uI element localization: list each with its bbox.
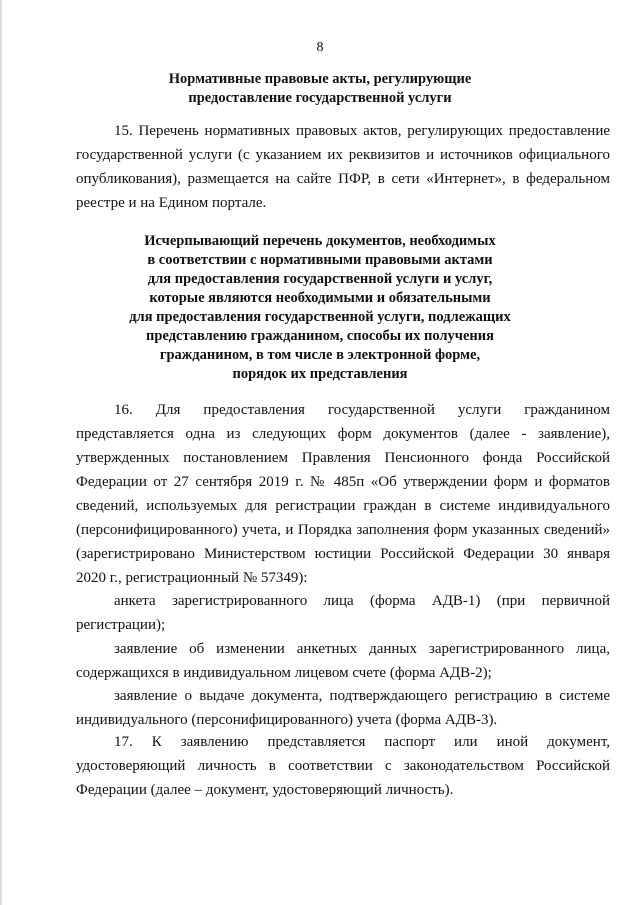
paragraph-line: Федерации от 27 сентября 2019 г. № 485п «Об утверждении форм и форматов [76,474,610,490]
heading-line: в соответствии с нормативными правовыми актами [147,252,493,268]
paragraph-16 [76,398,610,590]
paragraph-15 [76,119,610,215]
paragraph-line: государственной услуги (с указанием их реквизитов и источников официального [76,147,610,163]
heading-line: для предоставления государственной услуги и услуг, [147,271,493,287]
heading-line: Нормативные правовые акты, регулирующие [168,71,472,87]
paragraph-line: 16. Для предоставления государственной услуги гражданином [114,402,610,418]
paragraph-line: удостоверяющий личность в соответствии с законодательством Российской [76,758,610,774]
paragraph-line: (зарегистрировано Министерством юстиции Российской Федерации 30 января [76,546,610,562]
list-item [76,684,610,732]
heading-line: которые являются необходимыми и обязательными [149,290,491,306]
paragraph-line: утвержденных постановлением Правления Пенсионного фонда Российской [76,450,610,466]
page-number: 8 [316,40,324,55]
heading-line: представлению гражданином, способы их получения [146,328,494,344]
list-item-line: содержащихся в индивидуальном лицевом счете (форма АДВ-2); [76,665,492,681]
scan-edge-shadow [0,0,3,905]
paragraph-line: сведений, используемых для регистрации граждан в системе индивидуального [76,498,610,514]
paragraph-line: реестре и на Едином портале. [76,195,267,211]
heading-line: порядок их представления [232,366,408,382]
paragraph-line: 15. Перечень нормативных правовых актов, регулирующих предоставление [114,123,610,139]
heading-line: гражданином, в том числе в электронной форме, [159,347,481,363]
list-item [76,589,610,637]
heading-line: для предоставления государственной услуги, подлежащих [129,309,511,325]
list-item [76,637,610,685]
list-item-line: заявление о выдаче документа, подтверждающего регистрацию в системе [114,688,610,704]
heading-line: Исчерпывающий перечень документов, необходимых [144,233,496,249]
section-heading-normative-acts [70,70,570,108]
heading-line: предоставление государственной услуги [188,90,452,106]
list-item-line: анкета зарегистрированного лица (форма АДВ-1) (при первичной [114,593,610,609]
paragraph-line: 2020 г., регистрационный № 57349): [76,570,308,586]
paragraph-line: 17. К заявлению представляется паспорт или иной документ, [114,734,610,750]
paragraph-line: (персонифицированного) учета, и Порядка заполнения форм указанных сведений» [76,522,610,538]
list-item-line: индивидуального (персонифицированного) учета (форма АДВ-3). [76,712,498,728]
paragraph-line: Федерации (далее – документ, удостоверяющий личность). [76,782,454,798]
paragraph-line: опубликования), размещается на сайте ПФР, в сети «Интернет», в федеральном [76,171,610,187]
section-heading-documents-list [70,232,570,384]
paragraph-17 [76,730,610,802]
list-item-line: регистрации); [76,617,166,633]
paragraph-line: представляется одна из следующих форм документов (далее - заявление), [76,426,610,442]
list-item-line: заявление об изменении анкетных данных зарегистрированного лица, [114,641,610,657]
